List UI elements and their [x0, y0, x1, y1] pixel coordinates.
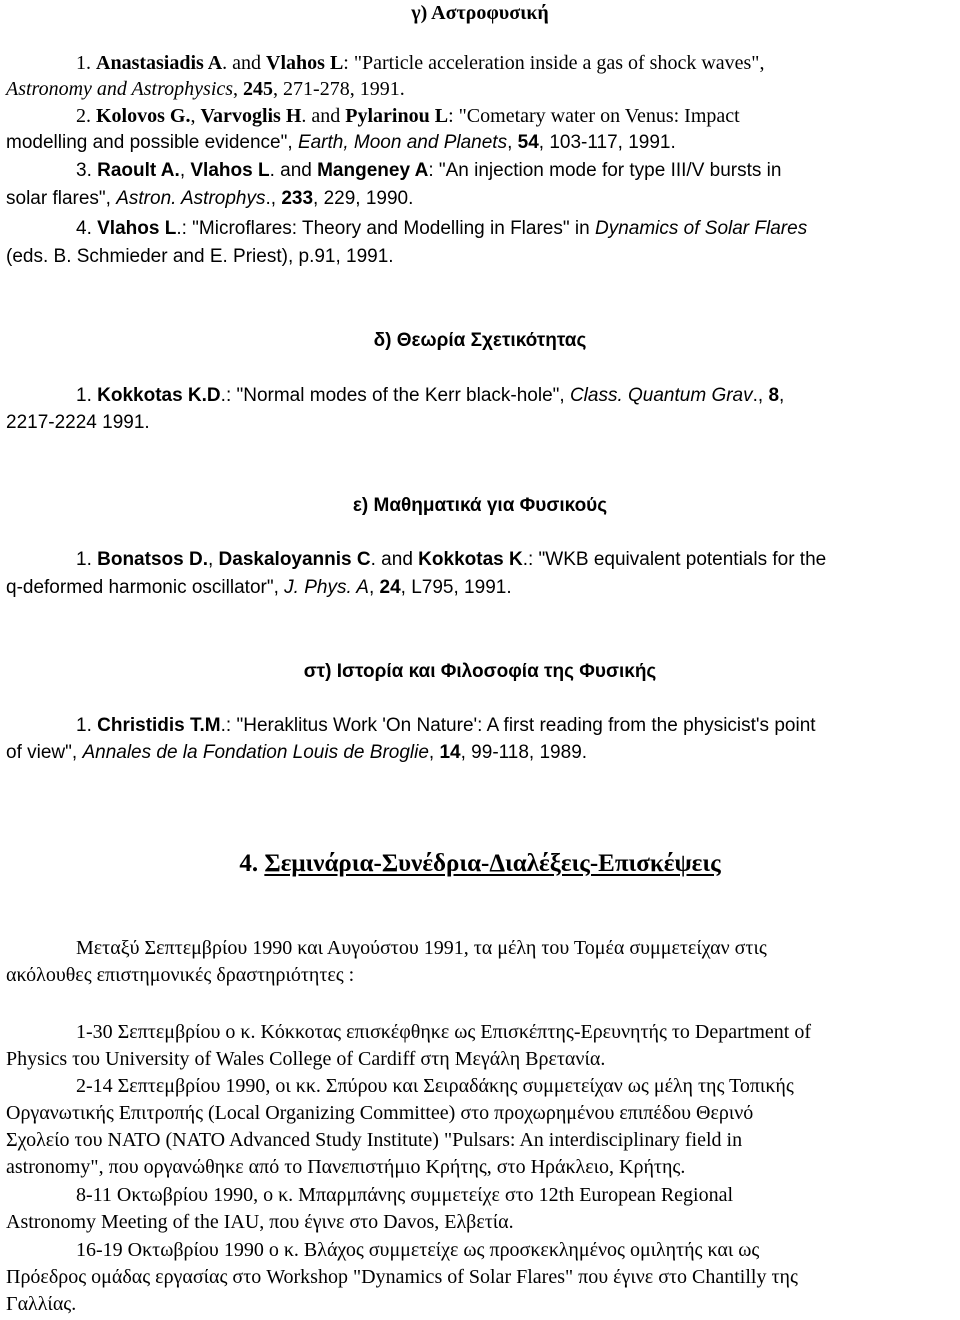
activity-3-line-2: Astronomy Meeting of the IAU, που έγινε στο Davos, Ελβετία.	[6, 1211, 514, 1233]
activity-4-line-1: 16-19 Οκτωβρίου 1990 ο κ. Βλάχος συμμετείχε ως προσκεκλημένος ομιλητής και ως	[76, 1239, 760, 1261]
reference-4-line-2: (eds. B. Schmieder and E. Priest), p.91, 1991.	[6, 246, 394, 267]
activity-3-line-1: 8-11 Οκτωβρίου 1990, ο κ. Μπαρμπάνης συμμετείχε στο 12th European Regional	[76, 1184, 734, 1206]
chapter-number: 4.	[239, 850, 265, 877]
reference-4-line-1: 4. Vlahos L.: "Microflares: Theory and Modelling in Flares" in Dynamics of Solar Flares	[76, 218, 808, 239]
reference-3-line-2: solar flares", Astron. Astrophys., 233, 229, 1990.	[6, 188, 414, 209]
relativity-reference-line-1: 1. Kokkotas K.D.: "Normal modes of the Kerr black-hole", Class. Quantum Grav., 8,	[76, 385, 785, 406]
activity-1-line-2: Physics του University of Wales College of Cardiff στη Μεγάλη Βρετανία.	[6, 1048, 606, 1070]
activity-1-line-1: 1-30 Σεπτεμβρίου ο κ. Κόκκοτας επισκέφθηκε ως Επισκέπτης-Ερευνητής το Department of	[76, 1021, 811, 1043]
intro-line-1: Μεταξύ Σεπτεμβρίου 1990 και Αυγούστου 1991, τα μέλη του Τομέα συμμετείχαν στις	[76, 937, 767, 959]
activity-4-line-2: Πρόεδρος ομάδας εργασίας στο Workshop "Dynamics of Solar Flares" που έγινε στο Chantilly της	[6, 1266, 798, 1288]
activity-2-line-1: 2-14 Σεπτεμβρίου 1990, οι κκ. Σπύρου και Σειραδάκης συμμετείχαν ως μέλη της Τοπικής	[76, 1075, 794, 1097]
section-heading-mathematics: ε) Μαθηματικά για Φυσικούς	[352, 495, 608, 516]
reference-2-line-2: modelling and possible evidence", Earth, Moon and Planets, 54, 103-117, 1991.	[6, 132, 676, 153]
math-reference-line-1: 1. Bonatsos D., Daskaloyannis C. and Kokkotas K.: "WKB equivalent potentials for the	[76, 549, 827, 570]
section-heading-astrophysics: γ) Αστροφυσική	[411, 2, 549, 24]
intro-line-2: ακόλουθες επιστημονικές δραστηριότητες :	[6, 964, 355, 986]
reference-3-line-1: 3. Raoult A., Vlahos L. and Mangeney A: "An injection mode for type III/V bursts in	[76, 160, 782, 181]
section-heading-history: στ) Ιστορία και Φιλοσοφία της Φυσικής	[303, 661, 657, 682]
relativity-reference-line-2: 2217-2224 1991.	[6, 412, 150, 433]
activity-4-line-3: Γαλλίας.	[6, 1293, 77, 1315]
chapter-heading	[0, 848, 960, 880]
activity-2-line-4: astronomy", που οργανώθηκε από το Πανεπιστήμιο Κρήτης, στο Ηράκλειο, Κρήτης.	[6, 1156, 686, 1178]
chapter-title: Σεμινάρια-Συνέδρια-Διαλέξεις-Επισκέψεις	[264, 850, 721, 877]
math-reference-line-2: q-deformed harmonic oscillator", J. Phys. A, 24, L795, 1991.	[6, 577, 512, 598]
activity-2-line-3: Σχολείο του NATO (NATO Advanced Study Institute) "Pulsars: An interdisciplinary field in	[6, 1129, 743, 1151]
history-reference-line-1: 1. Christidis T.M.: "Heraklitus Work 'On Nature': A first reading from the physicist's point	[76, 715, 816, 736]
activity-2-line-2: Οργανωτικής Επιτροπής (Local Organizing Committee) στο προχωρημένου επιπέδου Θερινό	[6, 1102, 754, 1124]
section-heading-relativity: δ) Θεωρία Σχετικότητας	[373, 330, 587, 351]
history-reference-line-2: of view", Annales de la Fondation Louis de Broglie, 14, 99-118, 1989.	[6, 742, 588, 763]
reference-1-line-1: 1. Anastasiadis A. and Vlahos L: "Particle acceleration inside a gas of shock waves",	[76, 52, 765, 74]
reference-1-line-2: Astronomy and Astrophysics, 245, 271-278, 1991.	[6, 78, 405, 100]
reference-2-line-1: 2. Kolovos G., Varvoglis H. and Pylarinou L: "Cometary water on Venus: Impact	[76, 105, 740, 127]
